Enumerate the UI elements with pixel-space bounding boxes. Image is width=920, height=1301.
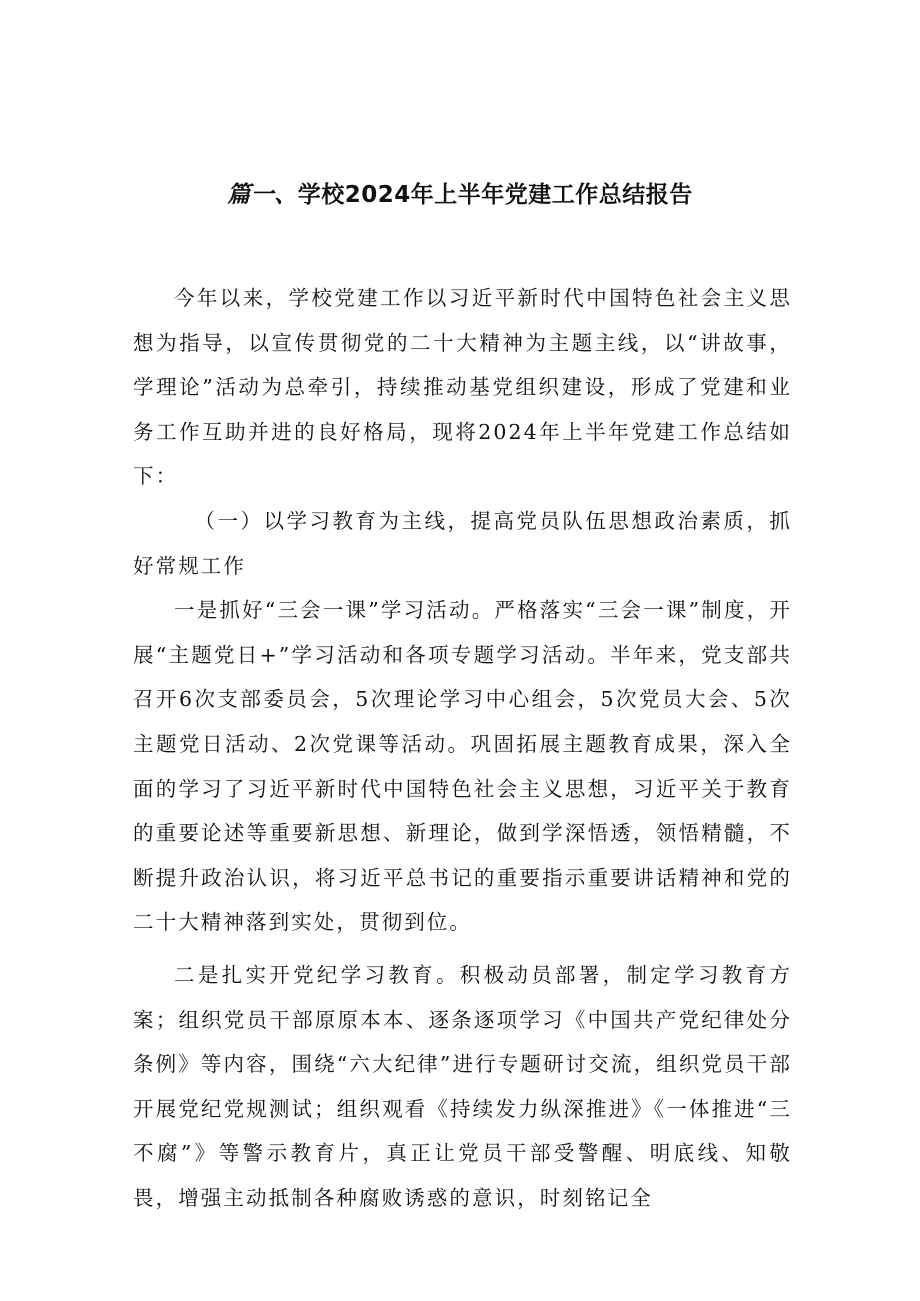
title-main: 学校2024年上半年党建工作总结报告	[297, 182, 693, 208]
intro-paragraph: 今年以来，学校党建工作以习近平新时代中国特色社会主义思想为指导，以宣传贯彻党的二十大精神为主题主线，以“讲故事，学理论”活动为总牵引，持续推动基党组织建设，形成了党建和业务工作互助并进的良好格局，现将2024年上半年党建工作总结如下：	[133, 286, 792, 489]
title-prefix: 篇一、	[227, 182, 298, 208]
body-paragraph-discipline-education: 二是扎实开党纪学习教育。积极动员部署，制定学习教育方案；组织党员干部原原本本、逐条逐项学习《中国共产党纪律处分条例》等内容，围绕“六大纪律”进行专题研讨交流，组织党员干部开展党纪党规测试；组织观看《持续发力纵深推进》《一体推进“三不腐”》等警示教育片，真正让党员干部受警醒、明底线、知敬畏，增强主动抵制各种腐败诱惑的意识，时刻铭记全	[133, 962, 792, 1210]
section-heading: （一）以学习教育为主线，提高党员队伍思想政治素质，抓好常规工作	[133, 508, 792, 578]
document-title	[0, 177, 920, 213]
document-body	[133, 276, 792, 1220]
body-paragraph-study-activities: 一是抓好“三会一课”学习活动。严格落实“三会一课”制度，开展“主题党日+”学习活动和各项专题学习活动。半年来，党支部共召开6次支部委员会，5次理论学习中心组会，5次党员大会、5次主题党日活动、2次党课等活动。巩固拓展主题教育成果，深入全面的学习了习近平新时代中国特色社会主义思想，习近平关于教育的重要论述等重要新思想、新理论，做到学深悟透，领悟精髓，不断提升政治认识，将习近平总书记的重要指示重要讲话精神和党的二十大精神落到实处，贯彻到位。	[133, 598, 792, 935]
